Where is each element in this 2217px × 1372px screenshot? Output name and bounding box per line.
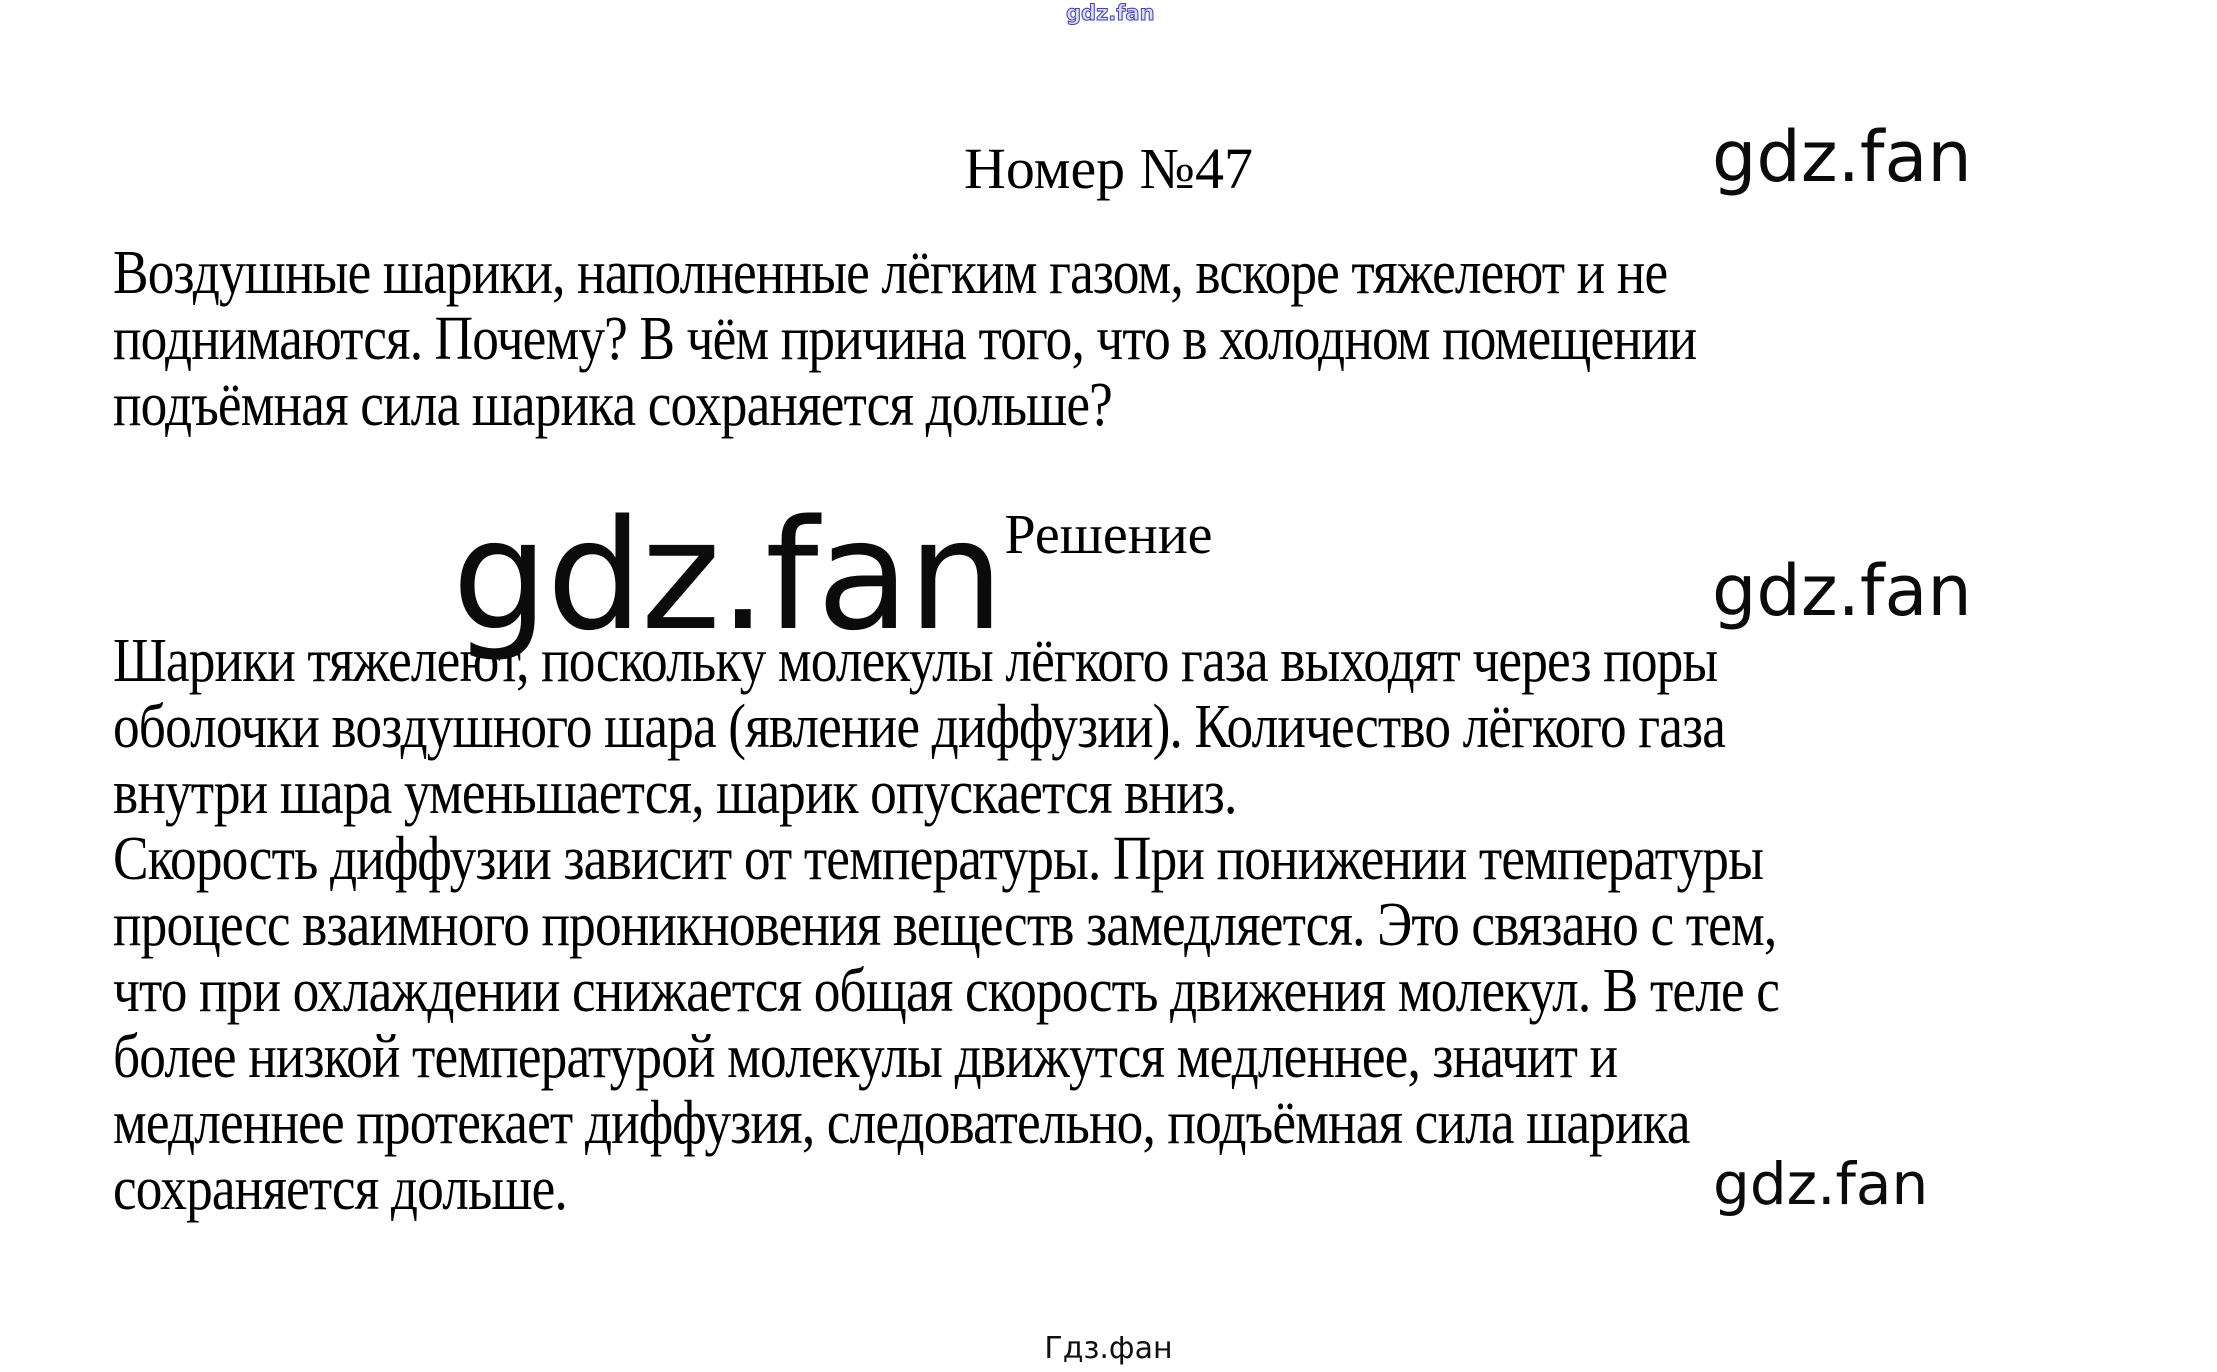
solution-paragraph <box>113 628 2203 1222</box>
watermark-large-center: gdz.fan <box>452 487 1003 664</box>
solution-line: что при охлаждении снижается общая скорость движения молекул. В теле с <box>113 957 1780 1025</box>
solution-line: медленнее протекает диффузия, следовательно, подъёмная сила шарика <box>113 1089 1690 1157</box>
solution-heading: Решение <box>1004 504 1213 566</box>
question-paragraph <box>113 240 2103 438</box>
solution-line: сохраняется дольше. <box>113 1155 567 1223</box>
solution-line: Шарики тяжелеют, поскольку молекулы лёгкого газа выходят через поры <box>113 627 1718 695</box>
watermark-mid-right: gdz.fan <box>1712 550 1972 632</box>
question-line: поднимаются. Почему? В чём причина того, что в холодном помещении <box>113 305 1697 373</box>
question-line: Воздушные шарики, наполненные лёгким газом, вскоре тяжелеют и не <box>113 239 1668 307</box>
solution-line: более низкой температурой молекулы движутся медленнее, значит и <box>113 1023 1618 1091</box>
watermark-top: gdz.fan <box>1066 1 1155 25</box>
page-title: Номер №47 <box>963 136 1254 201</box>
solution-line: процесс взаимного проникновения веществ замедляется. Это связано с тем, <box>113 891 1777 959</box>
footer-site-name: Гдз.фан <box>1044 1331 1173 1366</box>
solution-line: внутри шара уменьшается, шарик опускается вниз. <box>113 759 1237 827</box>
solution-line: Скорость диффузии зависит от температуры. При понижении температуры <box>113 825 1764 893</box>
watermark-top-right: gdz.fan <box>1712 116 1972 198</box>
solution-line: оболочки воздушного шара (явление диффузии). Количество лёгкого газа <box>113 693 1726 761</box>
question-line: подъёмная сила шарика сохраняется дольше? <box>113 371 1112 439</box>
watermark-bottom-right: gdz.fan <box>1713 1150 1929 1218</box>
